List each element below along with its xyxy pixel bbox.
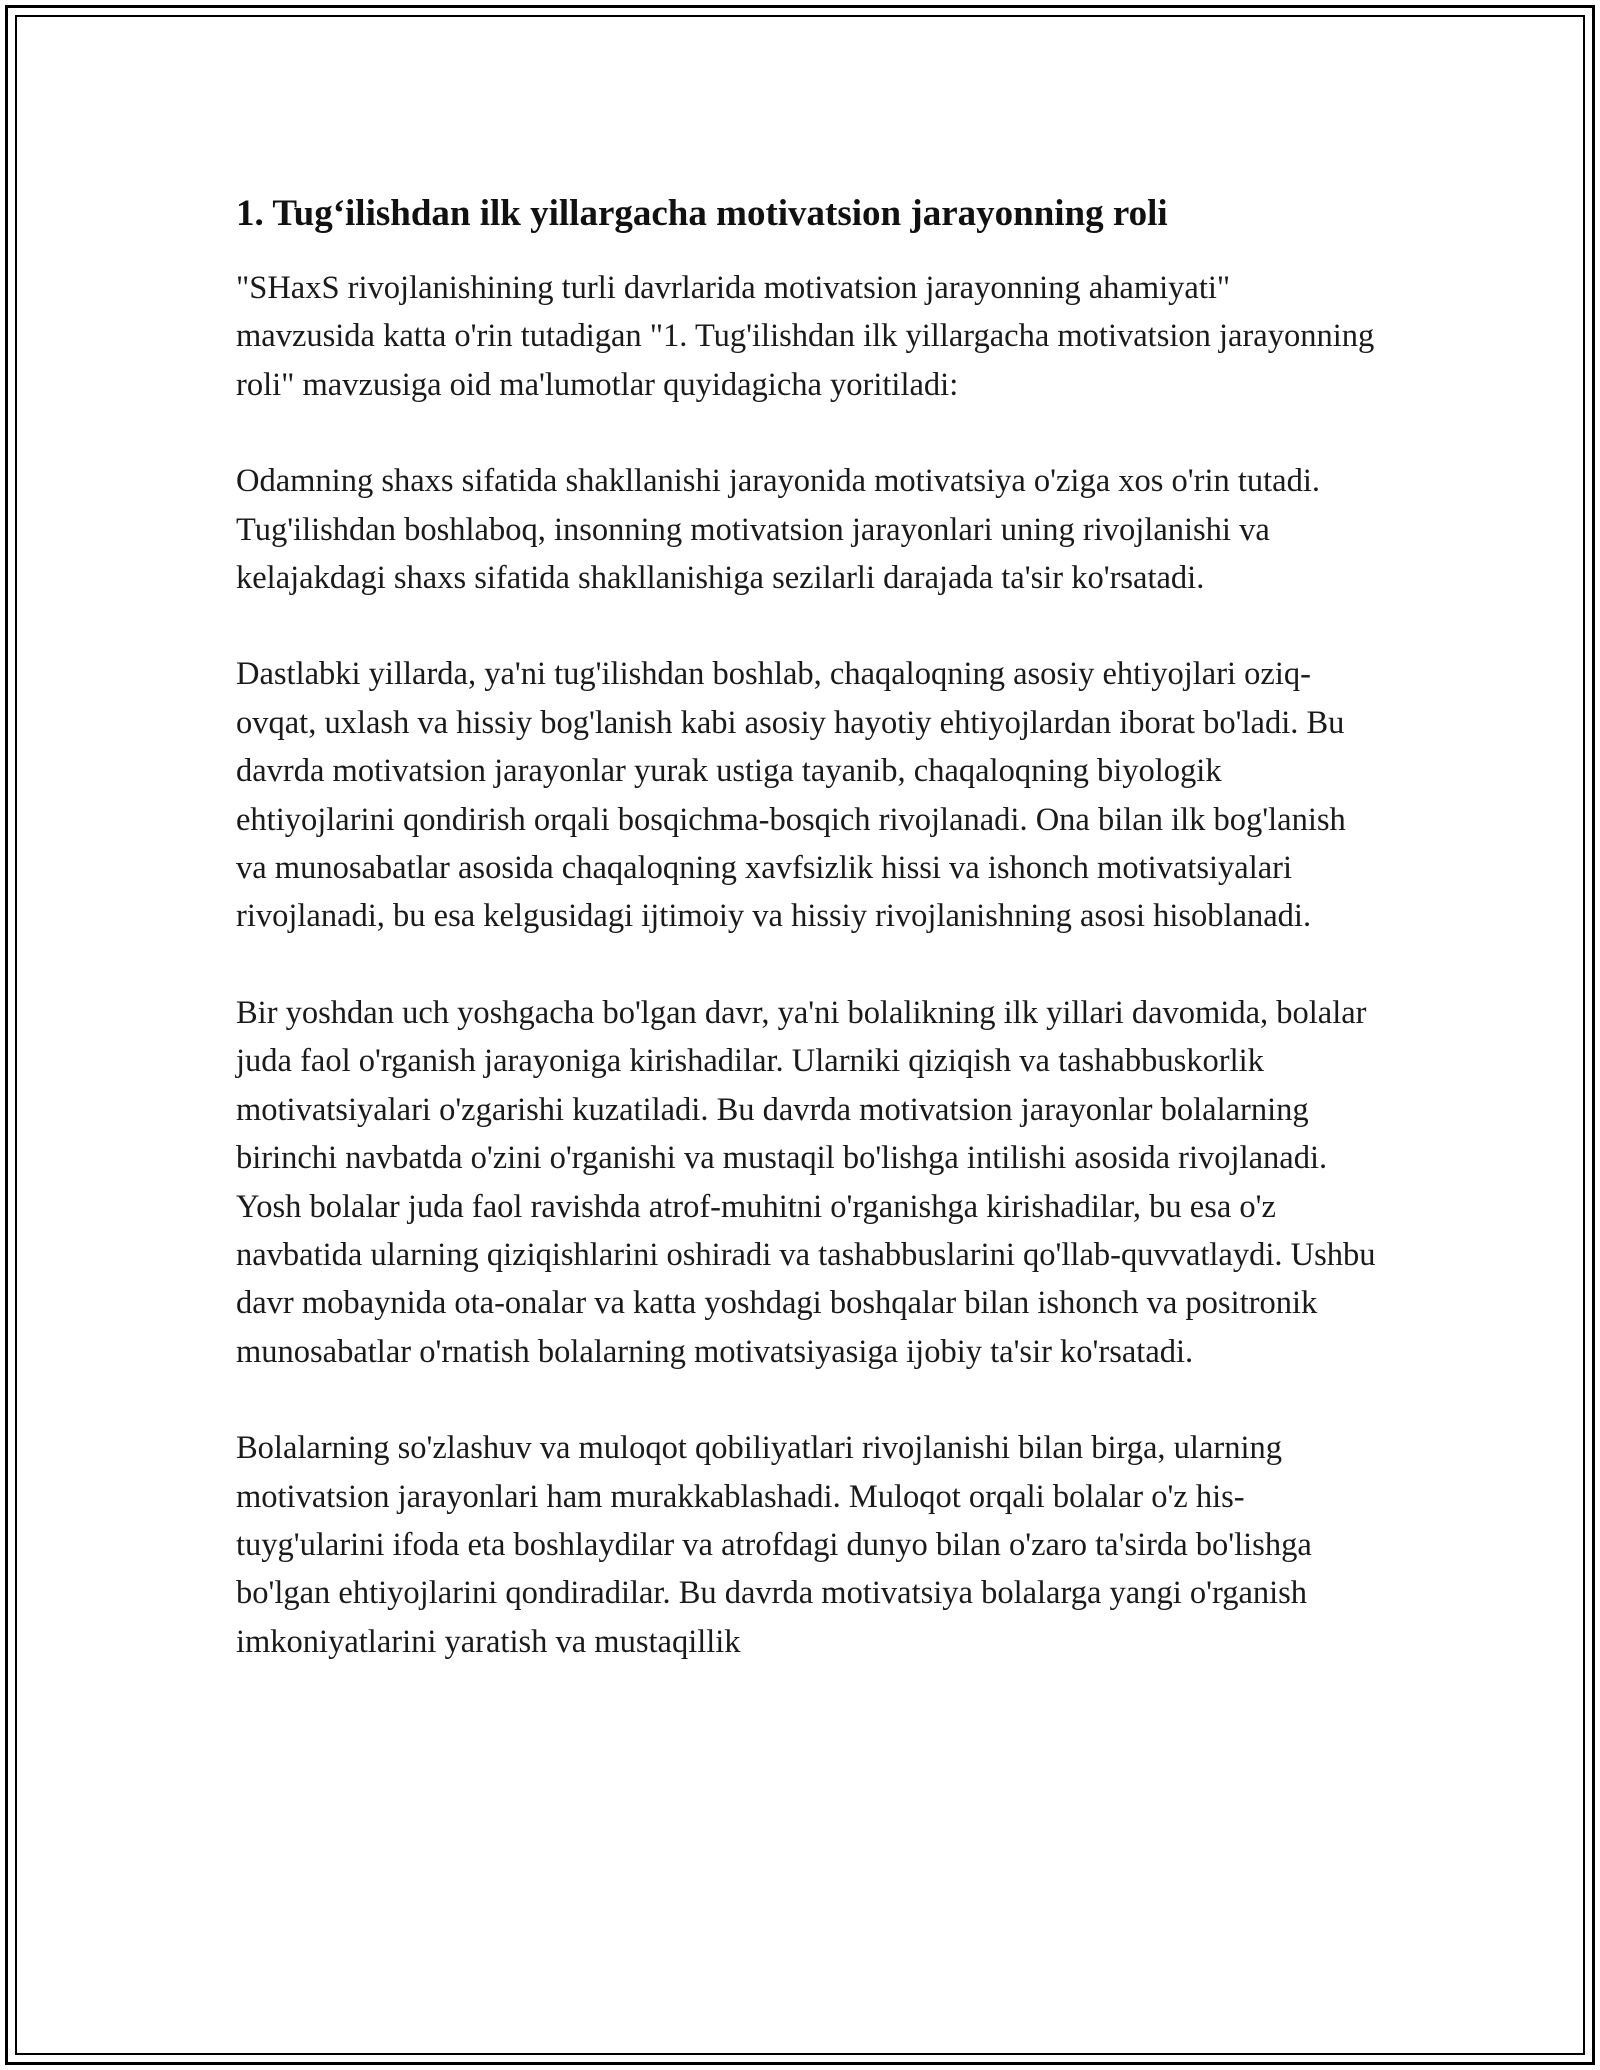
- paragraph-5: Bolalarning so'zlashuv va muloqot qobiliyatlari rivojlanishi bilan birga, ularning motivatsion jarayonlari ham murakkablashadi. Muloqot orqali bolalar o'z his-tuyg'ularini ifoda eta boshlaydilar va atrofdagi dunyo bilan o'zaro ta'sirda bo'lishga bo'lgan ehtiyojlarini qondiradilar. Bu davrda motivatsiya bolalarga yangi o'rganish imkoniyatlarini yaratish va mustaqillik: [236, 1430, 1312, 1660]
- paragraph-intro: "SHaxS rivojlanishining turli davrlarida motivatsion jarayonning ahamiyati" mavzusida katta o'rin tutadigan "1. Tug'ilishdan ilk yillargacha motivatsion jarayonning roli" mavzusiga oid ma'lumotlar quyidagicha yoritiladi:: [236, 270, 1375, 403]
- paragraph-3: Dastlabki yillarda, ya'ni tug'ilishdan boshlab, chaqaloqning asosiy ehtiyojlari oziq-ovqat, uxlash va hissiy bog'lanish kabi asosiy hayotiy ehtiyojlardan iborat bo'ladi. Bu davrda motivatsion jarayonlar yurak ustiga tayanib, chaqaloqning biyologik ehtiyojlarini qondirish orqali bosqichma-bosqich rivojlanadi. Ona bilan ilk bog'lanish va munosabatlar asosida chaqaloqning xavfsizlik hissi va ishonch motivatsiyalari rivojlanadi, bu esa kelgusidagi ijtimoiy va hissiy rivojlanishning asosi hisoblanadi.: [236, 656, 1346, 935]
- section-heading: 1. Tug‘ilishdan ilk yillargacha motivatsion jarayonning roli: [236, 193, 1168, 234]
- paragraph-2: Odamning shaxs sifatida shakllanishi jarayonida motivatsiya o'ziga xos o'rin tutadi. Tug'ilishdan boshlaboq, insonning motivatsion jarayonlari uning rivojlanishi va kelajakdagi shaxs sifatida shakllanishiga sezilarli darajada ta'sir ko'rsatadi.: [236, 463, 1321, 597]
- document-body: [236, 186, 1376, 1714]
- paragraph-4: Bir yoshdan uch yoshgacha bo'lgan davr, ya'ni bolalikning ilk yillari davomida, bolalar juda faol o'rganish jarayoniga kirishadilar. Ularniki qiziqish va tashabbuskorlik motivatsiyalari o'zgarishi kuzatiladi. Bu davrda motivatsion jarayonlar bolalarning birinchi navbatda o'zini o'rganishi va mustaqil bo'lishga intilishi asosida rivojlanadi. Yosh bolalar juda faol ravishda atrof-muhitni o'rganishga kirishadilar, bu esa o'z navbatida ularning qiziqishlarini oshiradi va tashabbuslarini qo'llab-quvvatlaydi. Ushbu davr mobaynida ota-onalar va katta yoshdagi boshqalar bilan ishonch va positronik munosabatlar o'rnatish bolalarning motivatsiyasiga ijobiy ta'sir ko'rsatadi.: [236, 994, 1376, 1370]
